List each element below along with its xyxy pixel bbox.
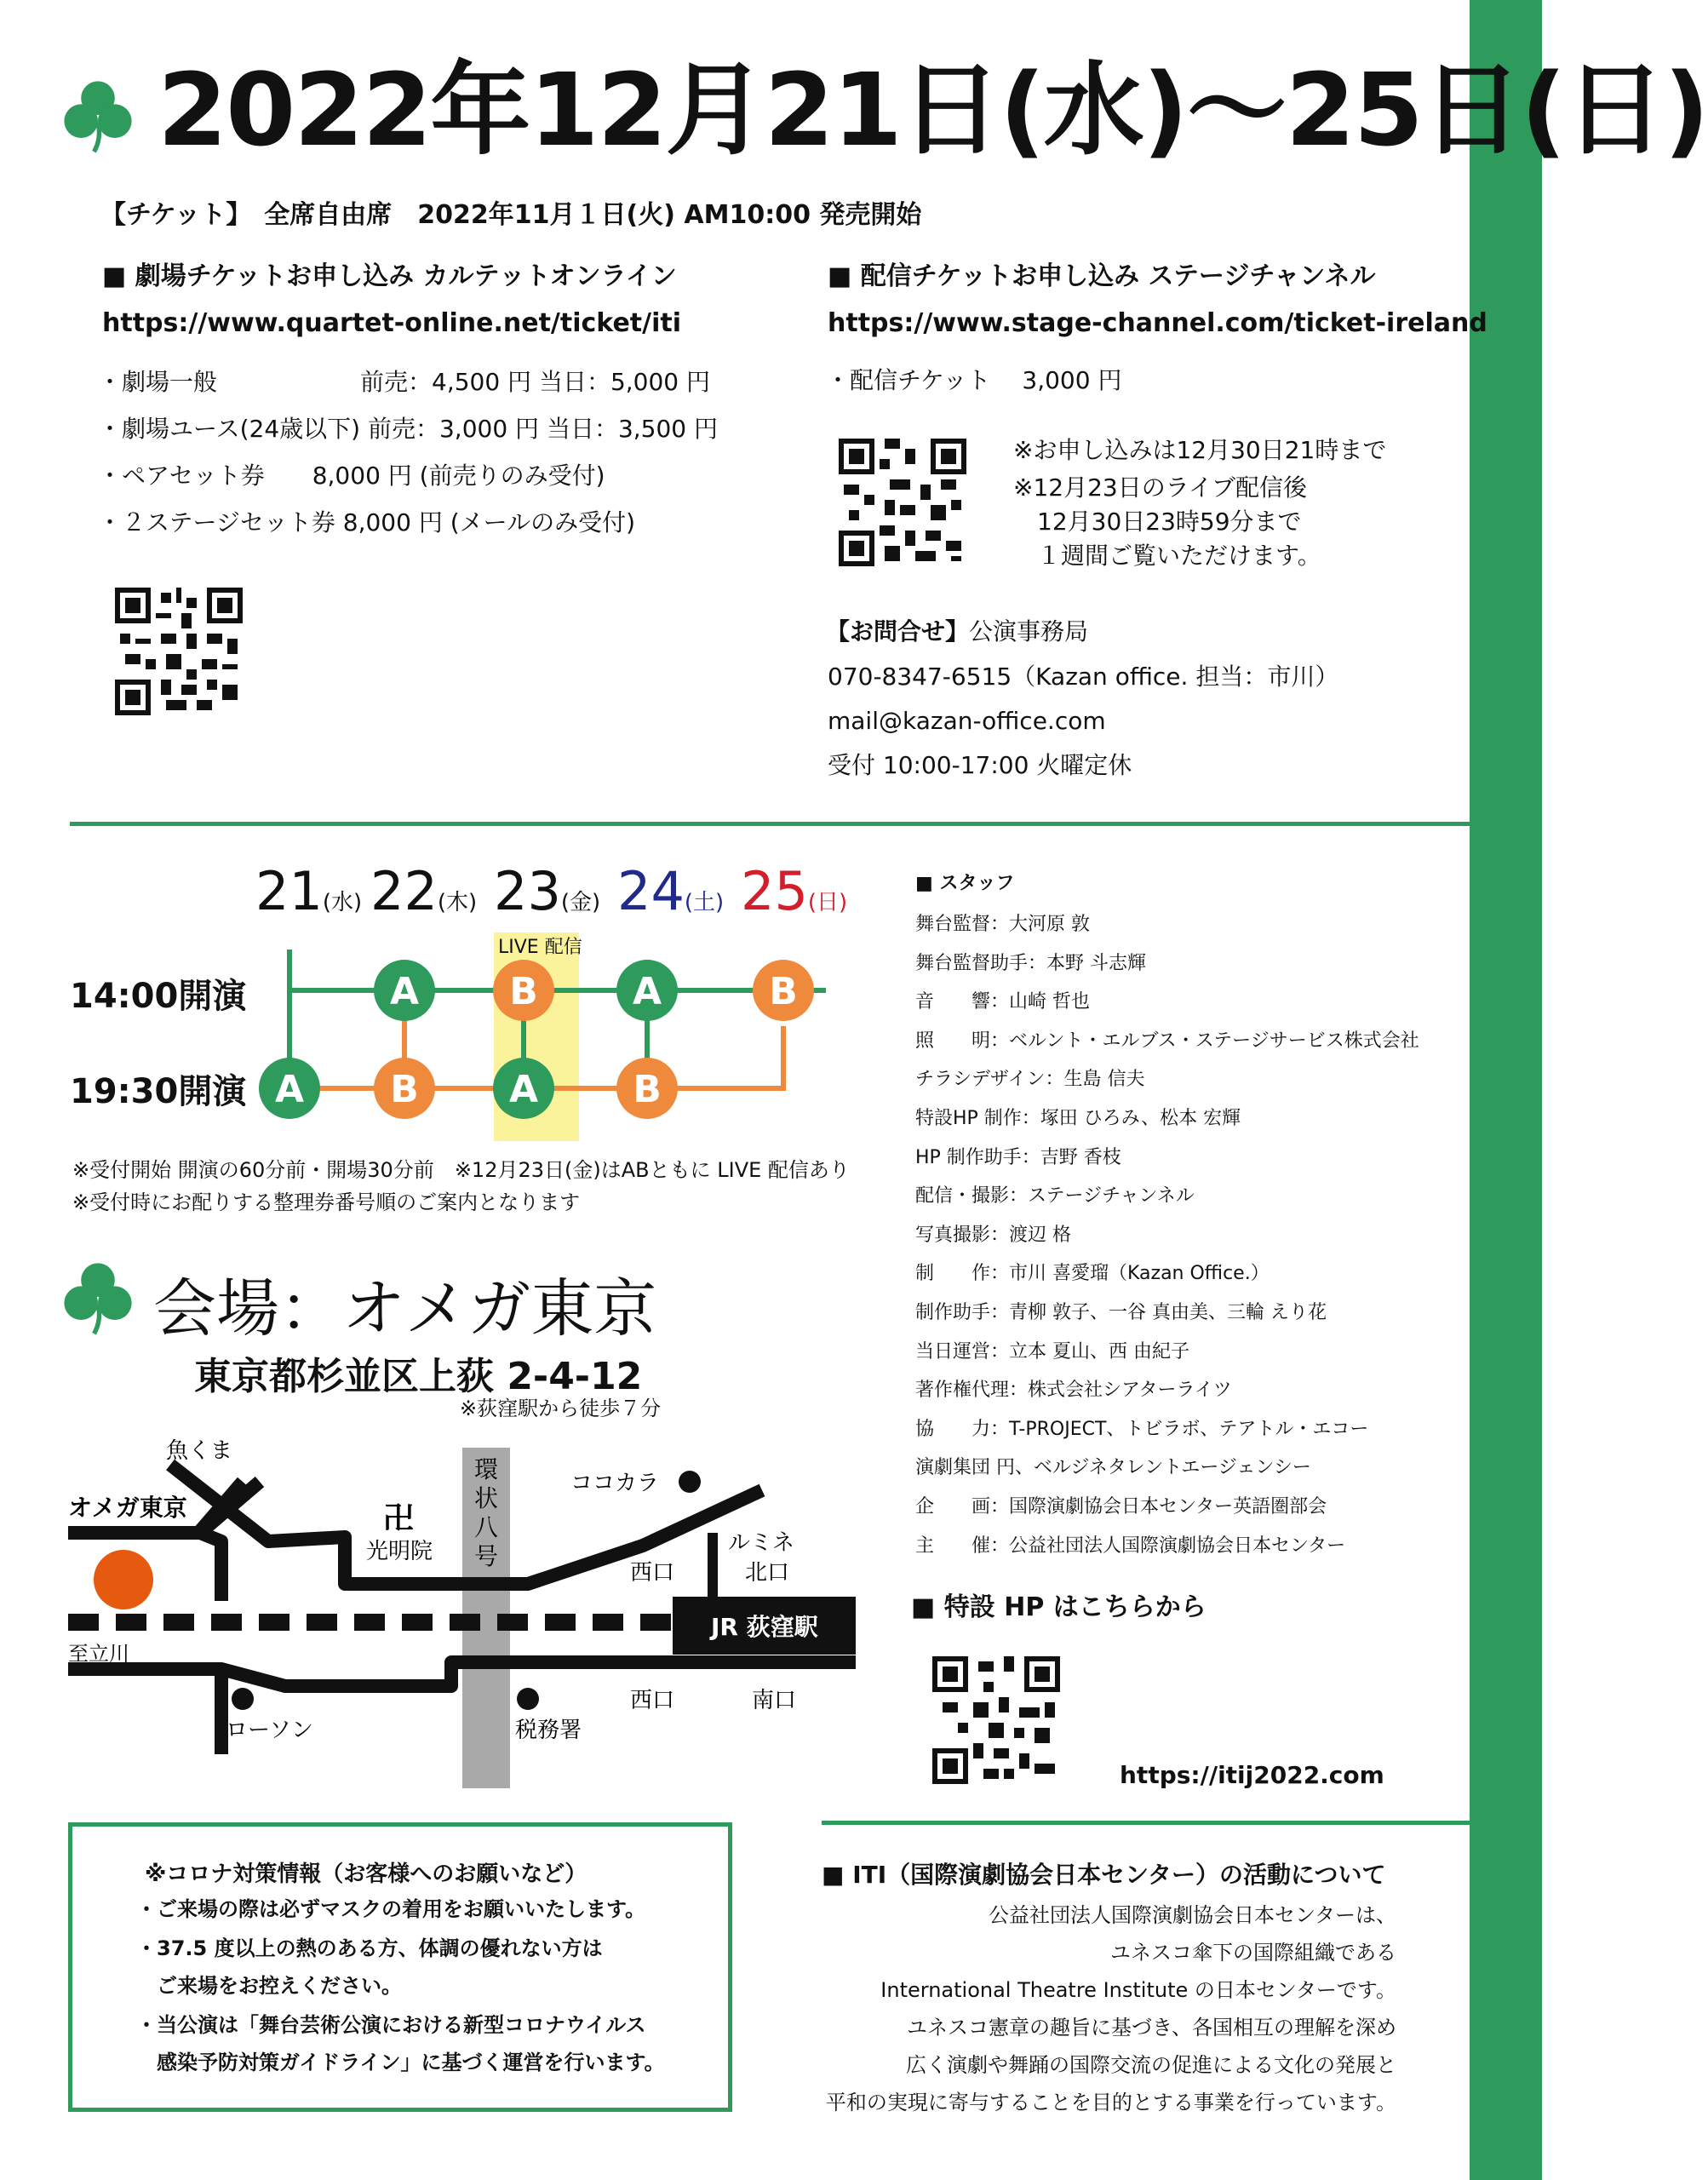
nishiguchi-south-label: 西口: [630, 1688, 675, 1713]
staff-line: HP 制作助手：吉野 香枝: [915, 1146, 1121, 1168]
matinee-label: 14:00開演: [70, 977, 247, 1016]
staff-heading: ■ スタッフ: [915, 873, 1015, 894]
koumyouin-label: 光明院: [366, 1539, 433, 1564]
iti-heading: ■ ITI（国際演劇協会日本センター）の活動について: [822, 1861, 1386, 1889]
staff-line: 舞台監督助手：本野 斗志輝: [915, 952, 1146, 974]
website-qr-code[interactable]: [932, 1656, 1060, 1784]
staff-line: 主 催：公益社団法人国際演劇協会日本センター: [915, 1535, 1346, 1557]
uokuma-label: 魚くま: [166, 1438, 233, 1464]
theater-ticket-title: ■ 劇場チケットお申し込み カルテットオンライン: [102, 261, 677, 291]
performance-letter: B: [633, 1068, 662, 1111]
performance-letter: B: [509, 970, 538, 1013]
venue-walk-time: ※荻窪駅から徒歩７分: [460, 1397, 662, 1420]
ticket-heading: 【チケット】 全席自由席 2022年11月１日(火) AM10:00 発売開始: [100, 200, 922, 230]
schedule-note: ※受付開始 開演の60分前・開場30分前 ※12月23日(金)はABともに LIVE 配信あり: [72, 1158, 850, 1182]
performance-letter: B: [769, 970, 798, 1013]
lawson-label: ローソン: [226, 1718, 313, 1743]
omega-label: オメガ東京: [68, 1494, 187, 1522]
stream-note: ※お申し込みは12月30日21時まで: [1013, 436, 1387, 464]
venue-access-map: [64, 1431, 864, 1788]
kanpachi-char: 状: [473, 1484, 499, 1512]
staff-line: 制 作：市川 喜愛瑠（Kazan Office.）: [915, 1263, 1270, 1285]
day-header-saturday: 24(土): [617, 860, 725, 922]
kanpachi-label: [474, 1455, 498, 1570]
clover-icon: [60, 1259, 136, 1335]
zeimusho-marker: [517, 1688, 539, 1710]
covid-title: ※コロナ対策情報（お客様へのお願いなど）: [145, 1862, 587, 1887]
contact-heading: [826, 617, 1088, 646]
iti-line: 平和の実現に寄与することを目的とする事業を行っています。: [825, 2091, 1396, 2114]
omega-tokyo-marker: [94, 1550, 153, 1609]
kanpachi-char: 環: [473, 1455, 499, 1483]
live-label: LIVE 配信: [498, 937, 582, 958]
kitaguchi-label: 北口: [745, 1560, 790, 1586]
price-line: ・劇場一般 前売：4,500 円 当日：5,000 円: [98, 368, 711, 396]
contact-org: 公演事務局: [969, 617, 1089, 645]
day-header: 21(水): [255, 860, 363, 922]
theater-ticket-qr-code[interactable]: [115, 588, 243, 715]
contact-label: 【お問合せ】: [826, 617, 970, 645]
day-header-sunday: 25(日): [741, 860, 848, 922]
stream-note: 12月30日23時59分まで: [1013, 508, 1302, 536]
performance-letter: B: [390, 1068, 419, 1111]
iti-line: 公益社団法人国際演劇協会日本センターは、: [988, 1903, 1396, 1927]
kokokara-label: ココカラ: [570, 1471, 660, 1496]
performance-letter: A: [274, 1068, 305, 1111]
section-divider: [822, 1821, 1470, 1825]
theater-ticket-url[interactable]: https://www.quartet-online.net/ticket/iti: [102, 308, 681, 338]
performance-letter: A: [389, 970, 420, 1013]
kanpachi-char: 八: [473, 1513, 499, 1541]
event-date-title: 2022年12月21日(水)〜25日(日): [158, 51, 1708, 169]
performance-letter: A: [632, 970, 662, 1013]
iti-line: 広く演劇や舞踊の国際交流の促進による文化の発展と: [906, 2053, 1396, 2077]
staff-line: 配信・撮影：ステージチャンネル: [915, 1185, 1195, 1208]
covid-line: ご来場をお控えください。: [136, 1974, 402, 1998]
clover-icon: [60, 77, 136, 153]
venue-title: 会場：オメガ東京: [153, 1272, 657, 1345]
minamiguchi-label: 南口: [752, 1688, 797, 1713]
contact-hours: 受付 10:00-17:00 火曜定休: [828, 751, 1132, 779]
stream-price: ・配信チケット 3,000 円: [826, 366, 1122, 394]
station-label: JR 荻窪駅: [711, 1613, 818, 1641]
lumine-label: ルミネ: [728, 1530, 795, 1556]
covid-line: ・ご来場の際は必ずマスクの着用をお願いいたします。: [136, 1897, 646, 1921]
evening-label: 19:30開演: [70, 1072, 247, 1111]
shitachikawa-label: 至立川: [68, 1642, 129, 1666]
hp-url[interactable]: https://itij2022.com: [1120, 1761, 1384, 1789]
covid-line: 感染予防対策ガイドライン」に基づく運営を行います。: [136, 2051, 665, 2074]
performance-letter: A: [508, 1068, 539, 1111]
staff-line: 演劇集団 円、ベルジネタレントエージェンシー: [915, 1457, 1311, 1479]
contact-mail[interactable]: mail@kazan-office.com: [828, 707, 1106, 735]
price-line: ・ペアセット券 8,000 円 (前売りのみ受付): [98, 462, 605, 490]
staff-line: 制作助手：青柳 敦子、一谷 真由美、三輪 えり花: [915, 1302, 1327, 1323]
hp-heading: ■ 特設 HP はこちらから: [911, 1592, 1206, 1622]
south-roads: [68, 1662, 856, 1754]
kanpachi-char: 号: [473, 1542, 499, 1570]
venue-address: 東京都杉並区上荻 2-4-12: [194, 1355, 643, 1398]
schedule-note: ※受付時にお配りする整理券番号順のご案内となります: [72, 1190, 581, 1214]
stream-note: １週間ご覧いただけます。: [1013, 542, 1321, 570]
day-header: 23(金): [494, 860, 601, 922]
lawson-marker: [232, 1688, 254, 1710]
day-header: 22(木): [370, 860, 478, 922]
zeimusho-label: 税務署: [515, 1718, 582, 1743]
contact-phone[interactable]: 070-8347-6515（Kazan office. 担当：市川）: [828, 663, 1339, 691]
performance-schedule-chart: [238, 924, 851, 1145]
iti-line: International Theatre Institute の日本センターです。: [880, 1978, 1396, 2002]
staff-line: チラシデザイン：生島 信夫: [915, 1069, 1145, 1091]
staff-line: 照 明：ベルント・エルブス・ステージサービス株式会社: [915, 1030, 1419, 1052]
iti-line: ユネスコ傘下の国際組織である: [1110, 1941, 1396, 1965]
staff-line: 音 響：山崎 哲也: [915, 991, 1090, 1013]
staff-line: 著作権代理：株式会社シアターライツ: [915, 1380, 1232, 1402]
staff-line: 当日運営：立本 夏山、西 由紀子: [915, 1340, 1189, 1362]
price-line: ・劇場ユース(24歳以下) 前売：3,000 円 当日：3,500 円: [98, 415, 718, 443]
staff-line: 写真撮影：渡辺 格: [915, 1224, 1071, 1246]
stream-note: ※12月23日のライブ配信後: [1013, 473, 1308, 502]
staff-line: 企 画：国際演劇協会日本センター英語圏部会: [915, 1496, 1327, 1517]
stream-ticket-url[interactable]: https://www.stage-channel.com/ticket-ireland: [828, 308, 1487, 338]
price-line: ・２ステージセット券 8,000 円 (メールのみ受付): [98, 508, 636, 536]
covid-line: ・当公演は「舞台芸術公演における新型コロナウイルス: [136, 2013, 646, 2037]
stream-ticket-title: ■ 配信チケットお申し込み ステージチャンネル: [828, 261, 1376, 291]
iti-line: ユネスコ憲章の趣旨に基づき、各国相互の理解を深め: [906, 2016, 1396, 2039]
staff-line: 協 力：T-PROJECT、トビラボ、テアトル・エコー: [915, 1418, 1369, 1440]
temple-symbol: 卍: [383, 1501, 415, 1536]
covid-line: ・37.5 度以上の熱のある方、体調の優れない方は: [136, 1936, 603, 1960]
kokokara-marker: [679, 1471, 701, 1493]
staff-line: 舞台監督：大河原 敦: [915, 914, 1090, 935]
stream-ticket-qr-code[interactable]: [839, 439, 966, 566]
section-divider: [70, 822, 1470, 826]
staff-line: 特設HP 制作：塚田 ひろみ、松本 宏輝: [915, 1108, 1241, 1129]
nishiguchi-label: 西口: [630, 1560, 675, 1586]
